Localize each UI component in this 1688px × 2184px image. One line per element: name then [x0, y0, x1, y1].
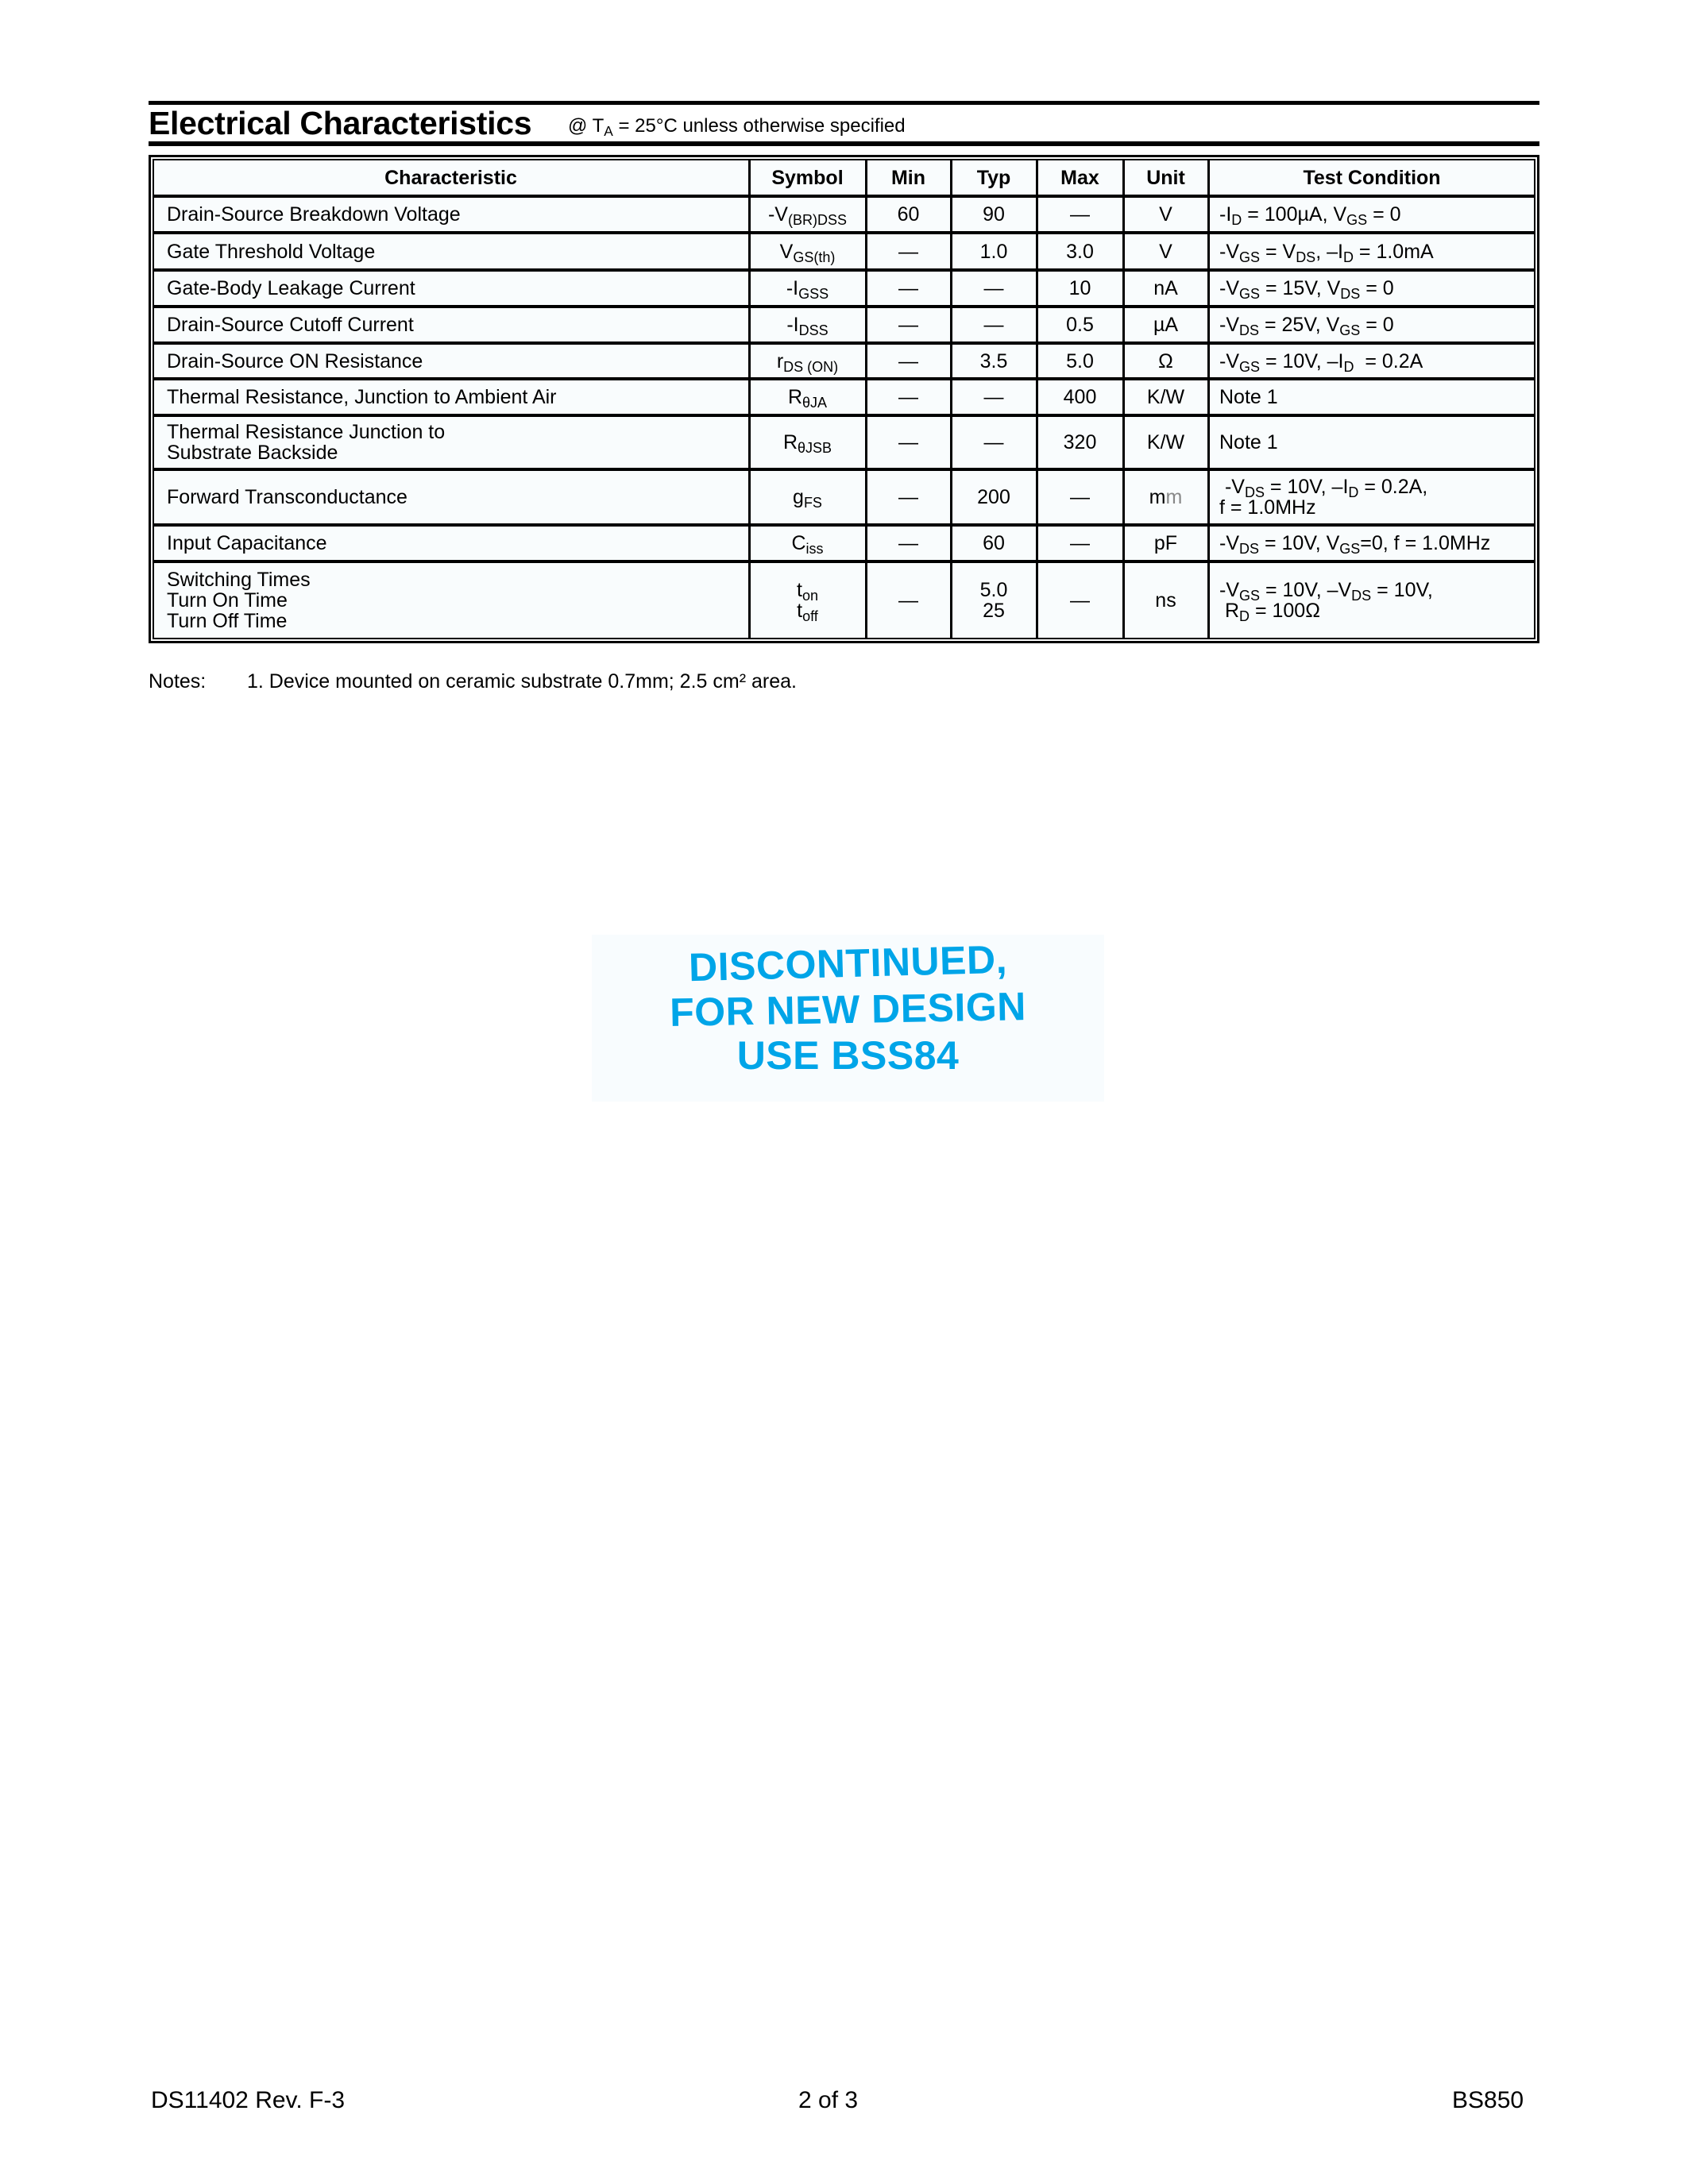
test-condition-line: $-V_{DS} = 10V$, $V_{GS}=0$, f = 1.0MHz: [1219, 532, 1491, 558]
characteristic-line: Substrate Backside: [167, 442, 338, 464]
characteristic-line: Drain-Source ON Resistance: [167, 349, 423, 372]
max-cell: [1037, 270, 1123, 307]
subscript: GS: [1346, 212, 1368, 229]
test-condition-line: $-V_{GS} = 10V$, $-V_{DS} = 10V$,: [1219, 579, 1433, 604]
min-cell: [866, 561, 951, 639]
subscript: DS (ON): [783, 358, 839, 375]
max-value: [1066, 350, 1094, 372]
unit-cell: [1123, 415, 1208, 469]
unit-cell: [1123, 307, 1208, 343]
stamp-line-3: USE BSS84: [736, 1033, 960, 1078]
unit-cell: [1123, 379, 1208, 415]
characteristic-line: Thermal Resistance Junction to: [167, 421, 446, 443]
typ-value: [983, 203, 1005, 226]
column-header-min: [866, 159, 951, 196]
subscript: θJSB: [798, 440, 832, 457]
unit-cell: [1123, 233, 1208, 270]
subtitle-suffix: = 25°C unless otherwise specified: [612, 115, 906, 137]
test-condition-text: [1219, 477, 1427, 518]
subscript: GS: [1239, 358, 1261, 375]
symbol-text: [780, 241, 836, 263]
notes-label: Notes:: [149, 670, 207, 693]
min-line: —: [898, 589, 918, 612]
test-condition-cell: [1208, 415, 1535, 469]
min-line: —: [898, 314, 918, 336]
max-cell: [1037, 196, 1123, 233]
symbol-cell: [749, 270, 866, 307]
subscript: DS: [1351, 588, 1372, 604]
max-cell: [1037, 233, 1123, 270]
subscript: DSS: [798, 322, 829, 339]
typ-line: —: [983, 431, 1004, 453]
characteristic-text: [167, 532, 327, 554]
characteristic-line: Turn Off Time: [167, 610, 288, 632]
max-value: [1064, 431, 1097, 453]
unit-value: K/W: [1146, 386, 1185, 408]
typ-line: —: [983, 386, 1004, 408]
test-condition-line: $-V_{GS} = V_{DS}$, $-I_D = 1.0mA$: [1219, 240, 1434, 265]
test-condition-cell: [1208, 525, 1535, 561]
max-line: 0.5: [1066, 314, 1094, 336]
max-value: [1066, 314, 1094, 336]
typ-line: —: [983, 314, 1004, 336]
symbol-line: $r_{DS (ON)}$: [776, 349, 839, 375]
min-value: [898, 350, 918, 372]
characteristic-cell: [153, 415, 749, 469]
max-value: [1070, 589, 1090, 612]
symbol-line: $V_{GS(th)}$: [779, 240, 836, 265]
characteristic-cell: [153, 379, 749, 415]
symbol-cell: [749, 525, 866, 561]
max-cell: [1037, 379, 1123, 415]
max-value: [1069, 277, 1091, 299]
typ-line: 25: [983, 600, 1005, 622]
typ-value: [980, 580, 1008, 621]
subscript: DS: [1296, 249, 1316, 265]
test-condition-text: [1219, 314, 1394, 339]
characteristic-text: [167, 203, 461, 226]
unit-value: µA: [1153, 314, 1179, 336]
column-header-label: Min: [890, 166, 926, 189]
max-line: —: [1070, 203, 1090, 226]
typ-line: —: [983, 277, 1004, 299]
unit-cell: [1123, 196, 1208, 233]
symbol-cell: [749, 196, 866, 233]
subtitle-prefix: @ T: [568, 115, 605, 137]
characteristic-text: [167, 241, 375, 263]
characteristic-cell: [153, 343, 749, 379]
characteristic-cell: [153, 233, 749, 270]
column-header-label: Test Condition: [1303, 166, 1441, 189]
subscript: GS: [1239, 588, 1261, 604]
unit-value: Ω: [1158, 349, 1173, 372]
symbol-text: [782, 431, 832, 457]
test-condition-line: $-V_{DS} = 10V$, $-I_D = 0.2A$,: [1219, 476, 1428, 501]
characteristic-text: [167, 314, 414, 336]
symbol-cell: [749, 343, 866, 379]
min-cell: [866, 270, 951, 307]
test-condition-cell: [1208, 379, 1535, 415]
typ-line: 60: [983, 532, 1005, 554]
min-cell: [866, 379, 951, 415]
test-condition-text: [1219, 532, 1491, 558]
column-header-typ: [951, 159, 1037, 196]
footer-page-number: 2 of 3: [798, 2087, 859, 2113]
max-line: 3.0: [1066, 240, 1094, 263]
test-condition-cell: [1208, 233, 1535, 270]
test-condition-text: [1219, 277, 1394, 303]
column-header-label: Unit: [1146, 166, 1185, 189]
min-line: —: [898, 240, 918, 263]
min-line: —: [898, 349, 918, 372]
test-condition-line: $R_D = 100\Omega$: [1219, 600, 1320, 625]
symbol-line: $t_{off}$: [797, 600, 818, 625]
subscript: DS: [1244, 484, 1265, 501]
section-title: Electrical Characteristics: [149, 105, 532, 141]
typ-cell: [951, 270, 1037, 307]
stamp-line-2: FOR NEW DESIGN: [669, 984, 1027, 1035]
test-condition-line: $-V_{DS} = 25V$, $V_{GS} = 0$: [1219, 314, 1394, 339]
characteristic-line: Gate Threshold Voltage: [167, 240, 376, 263]
stamp-line-1: DISCONTINUED,: [688, 936, 1008, 990]
unit-cell: [1123, 561, 1208, 639]
subscript: GS: [1239, 249, 1261, 265]
characteristic-cell: [153, 307, 749, 343]
column-header-label: Symbol: [771, 166, 844, 189]
min-value: [898, 431, 918, 453]
symbol-text: [786, 277, 829, 303]
min-value: [898, 314, 918, 336]
symbol-cell: [749, 561, 866, 639]
max-value: [1066, 241, 1094, 263]
footer-part-number: BS850: [1452, 2087, 1524, 2113]
symbol-line: $R_{\theta JSB}$: [782, 431, 832, 457]
symbol-text: [767, 203, 847, 229]
max-line: —: [1070, 486, 1090, 508]
unit-value: pF: [1153, 532, 1178, 554]
symbol-cell: [749, 307, 866, 343]
characteristic-cell: [153, 525, 749, 561]
unit-cell: [1123, 343, 1208, 379]
characteristic-cell: [153, 561, 749, 639]
test-condition-line: Note 1: [1219, 431, 1278, 453]
min-cell: [866, 196, 951, 233]
max-line: 400: [1063, 386, 1097, 408]
characteristic-line: Turn On Time: [167, 589, 288, 612]
subscript: D: [1343, 358, 1354, 375]
characteristic-line: Gate-Body Leakage Current: [167, 277, 415, 299]
symbol-cell: [749, 415, 866, 469]
characteristic-line: Forward Transconductance: [167, 486, 408, 508]
max-value: [1070, 486, 1090, 508]
max-line: —: [1070, 589, 1090, 612]
max-value: [1070, 203, 1090, 226]
max-line: 320: [1063, 431, 1097, 453]
test-condition-cell: [1208, 561, 1535, 639]
column-header-characteristic: [153, 159, 749, 196]
characteristic-line: Drain-Source Cutoff Current: [167, 314, 414, 336]
min-value: [898, 203, 920, 226]
max-cell: [1037, 525, 1123, 561]
typ-cell: [951, 196, 1037, 233]
unit-value: V: [1159, 240, 1172, 263]
test-condition-line: $-V_{GS} = 15V$, $V_{DS} = 0$: [1219, 277, 1394, 303]
min-line: —: [898, 532, 918, 554]
test-condition-text: [1219, 431, 1278, 453]
title-underline-rule: [149, 141, 1539, 146]
max-cell: [1037, 561, 1123, 639]
symbol-cell: [749, 379, 866, 415]
notes: [149, 669, 797, 693]
min-cell: [866, 469, 951, 525]
unit-cell: [1123, 469, 1208, 525]
subscript: GS(th): [793, 249, 836, 265]
unit-glyph-fallback: m: [1165, 486, 1183, 508]
test-condition-text: [1219, 579, 1433, 625]
max-cell: [1037, 415, 1123, 469]
subscript: D: [1231, 212, 1242, 229]
characteristic-text: [167, 422, 445, 463]
typ-value: [983, 532, 1005, 554]
symbol-line: $R_{\theta JA}$: [787, 386, 828, 411]
characteristic-line: Thermal Resistance, Junction to Ambient Air: [167, 386, 557, 408]
symbol-line: $-I_{GSS}$: [786, 277, 829, 303]
min-value: [898, 277, 918, 299]
subscript: DS: [1239, 541, 1260, 558]
typ-value: [984, 431, 1004, 453]
column-header-label: Typ: [976, 166, 1011, 189]
symbol-text: [797, 579, 818, 625]
column-header-max: [1037, 159, 1123, 196]
column-header-unit: [1123, 159, 1208, 196]
subscript: D: [1348, 484, 1359, 501]
typ-cell: [951, 379, 1037, 415]
min-line: —: [898, 277, 918, 299]
subscript: iss: [805, 541, 824, 558]
test-condition-cell: [1208, 343, 1535, 379]
typ-line: 1.0: [979, 240, 1008, 263]
min-cell: [866, 233, 951, 270]
test-condition-cell: [1208, 307, 1535, 343]
subscript: D: [1342, 249, 1354, 265]
subscript: GS: [1239, 286, 1261, 303]
test-condition-cell: [1208, 469, 1535, 525]
subscript: DS: [1340, 286, 1361, 303]
characteristic-text: [167, 486, 408, 508]
column-header-symbol: [749, 159, 866, 196]
typ-line: 200: [977, 486, 1010, 508]
characteristic-text: [167, 277, 415, 299]
min-line: —: [898, 386, 918, 408]
min-line: 60: [897, 203, 920, 226]
unit-value: K/W: [1146, 431, 1185, 453]
symbol-cell: [749, 233, 866, 270]
typ-value: [984, 277, 1004, 299]
min-cell: [866, 343, 951, 379]
typ-line: 90: [983, 203, 1005, 226]
column-header-label: Max: [1060, 166, 1099, 189]
typ-cell: [951, 307, 1037, 343]
max-value: [1070, 532, 1090, 554]
subscript: D: [1239, 608, 1250, 625]
typ-cell: [951, 415, 1037, 469]
unit-value: nA: [1153, 277, 1178, 299]
typ-value: [984, 386, 1004, 408]
min-cell: [866, 307, 951, 343]
test-condition-line: $-I_D = 100\mu A$, $V_{GS} = 0$: [1219, 203, 1401, 229]
characteristic-line: Input Capacitance: [167, 532, 327, 554]
typ-line: 3.5: [979, 349, 1008, 372]
min-value: [898, 241, 918, 263]
max-line: 5.0: [1066, 349, 1094, 372]
subscript: off: [802, 608, 818, 625]
test-condition-text: [1219, 386, 1278, 408]
max-line: 10: [1068, 277, 1091, 299]
max-cell: [1037, 343, 1123, 379]
subscript: DS: [1239, 322, 1260, 339]
symbol-line: $-I_{DSS}$: [786, 314, 829, 339]
min-value: [898, 532, 918, 554]
subscript: θJA: [802, 395, 828, 411]
symbol-cell: [749, 469, 866, 525]
unit-cell: [1123, 270, 1208, 307]
subscript: GSS: [798, 286, 829, 303]
column-header-test-condition: [1208, 159, 1535, 196]
min-value: [898, 486, 918, 508]
note-1: 1. Device mounted on ceramic substrate 0.7mm; 2.5 cm² area.: [247, 670, 797, 693]
min-cell: [866, 415, 951, 469]
test-condition-line: $-V_{GS} = 10V$, $-I_D = 0.2A$: [1219, 349, 1423, 375]
min-value: [898, 589, 918, 612]
typ-cell: [951, 525, 1037, 561]
min-line: —: [898, 486, 918, 508]
subscript: GS: [1339, 322, 1361, 339]
symbol-line: $g_{FS}$: [793, 486, 822, 511]
typ-line: 5.0: [979, 579, 1008, 601]
subscript: on: [802, 588, 818, 604]
typ-value: [984, 314, 1004, 336]
max-cell: [1037, 307, 1123, 343]
test-condition-line: Note 1: [1219, 386, 1278, 408]
typ-cell: [951, 343, 1037, 379]
column-header-label: Characteristic: [384, 166, 517, 189]
symbol-line: $C_{iss}$: [791, 532, 824, 558]
typ-cell: [951, 469, 1037, 525]
test-condition-text: [1219, 349, 1423, 375]
subscript: (BR)DSS: [787, 212, 847, 229]
characteristic-line: Switching Times: [167, 569, 311, 591]
symbol-text: [776, 349, 839, 375]
test-condition-text: [1219, 241, 1434, 263]
subscript: FS: [803, 495, 822, 511]
test-condition-cell: [1208, 196, 1535, 233]
unit-value: ns: [1155, 589, 1176, 612]
max-cell: [1037, 469, 1123, 525]
test-condition-cell: [1208, 270, 1535, 307]
characteristic-line: Drain-Source Breakdown Voltage: [167, 203, 461, 226]
footer-doc-id: DS11402 Rev. F-3: [151, 2087, 345, 2113]
max-line: —: [1070, 532, 1090, 554]
discontinued-stamp: [592, 936, 1104, 1078]
typ-value: [980, 350, 1008, 372]
symbol-text: [793, 486, 822, 511]
symbol-line: $t_{on}$: [797, 579, 818, 604]
typ-value: [977, 486, 1010, 508]
symbol-text: [786, 314, 829, 339]
symbol-line: $-V_{(BR)DSS}$: [767, 203, 847, 229]
subscript: GS: [1339, 541, 1361, 558]
characteristic-text: [167, 386, 557, 408]
symbol-text: [787, 386, 828, 411]
min-value: [898, 386, 918, 408]
typ-cell: [951, 233, 1037, 270]
unit-value: mm: [1149, 486, 1183, 508]
characteristic-cell: [153, 196, 749, 233]
characteristic-text: [167, 350, 423, 372]
symbol-text: [791, 532, 824, 558]
characteristic-text: [167, 569, 311, 631]
test-condition-line: f = 1.0MHz: [1219, 496, 1316, 519]
typ-value: [980, 241, 1008, 263]
typ-cell: [951, 561, 1037, 639]
min-cell: [866, 525, 951, 561]
unit-cell: [1123, 525, 1208, 561]
test-condition-text: [1219, 203, 1401, 229]
unit-value: V: [1159, 203, 1172, 226]
characteristic-cell: [153, 270, 749, 307]
characteristic-cell: [153, 469, 749, 525]
section-subtitle: [568, 114, 906, 138]
subtitle-subscript: A: [604, 122, 613, 139]
min-line: —: [898, 431, 918, 453]
max-value: [1064, 386, 1097, 408]
